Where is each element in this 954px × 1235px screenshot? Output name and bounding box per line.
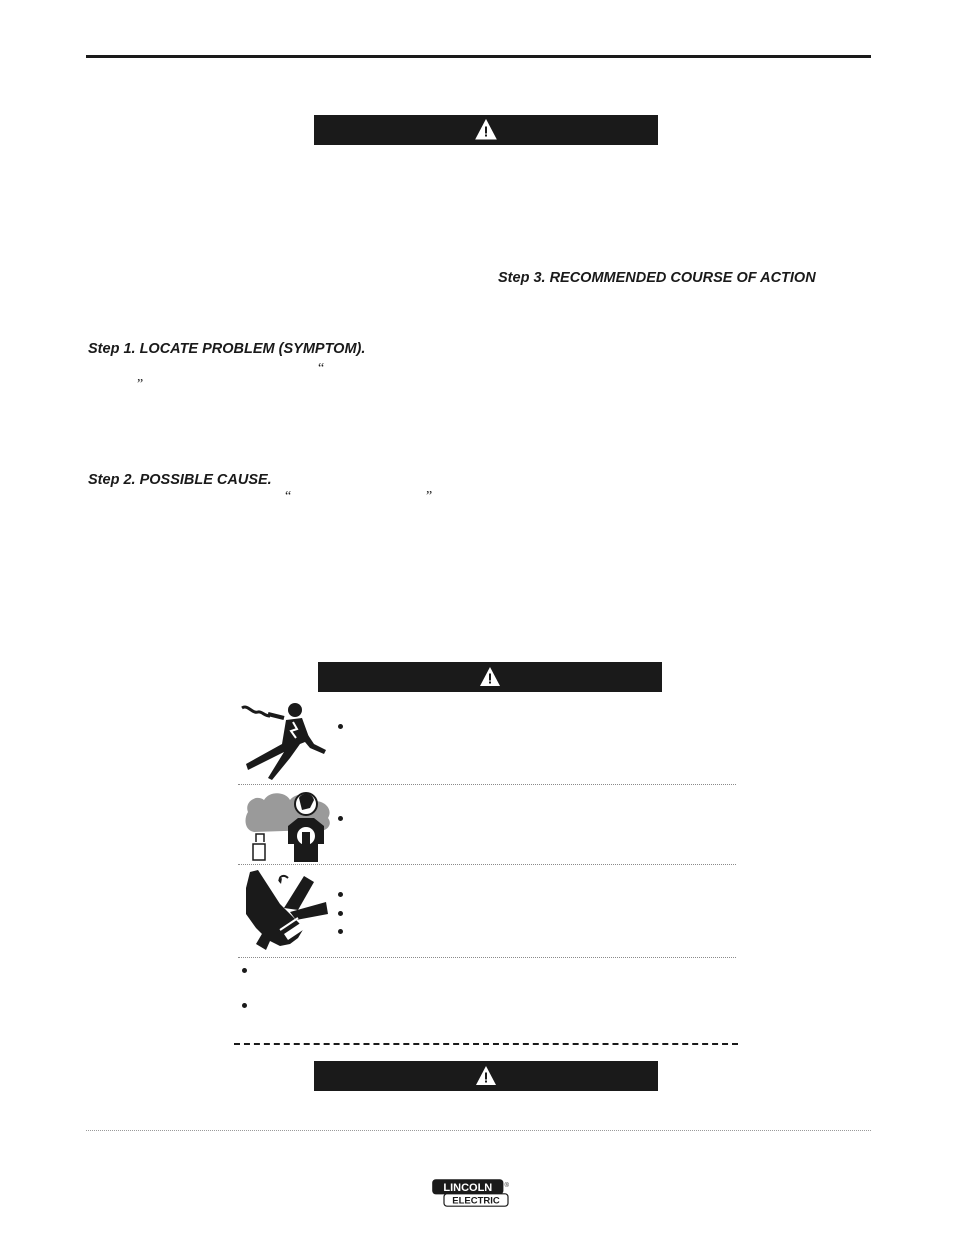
bullet <box>242 1003 247 1008</box>
step1-heading: Step 1. LOCATE PROBLEM (SYMPTOM). <box>88 341 366 357</box>
open-quote-mark: “ <box>285 489 292 504</box>
fumes-gases-icon <box>244 788 336 864</box>
step2-heading: Step 2. POSSIBLE CAUSE. <box>88 472 272 488</box>
step3-heading: Step 3. RECOMMENDED COURSE OF ACTION <box>498 270 816 286</box>
bullet <box>338 892 343 897</box>
divider <box>238 784 736 785</box>
warning-banner-top <box>314 115 658 145</box>
warning-triangle-icon <box>479 666 501 688</box>
divider <box>238 864 736 865</box>
bullet <box>338 929 343 934</box>
header-rule <box>86 55 871 58</box>
bullet <box>338 911 343 916</box>
lincoln-electric-logo <box>432 1179 512 1207</box>
warning-banner-bottom <box>314 1061 658 1091</box>
close-quote-mark: ” <box>137 377 144 392</box>
electric-shock-icon <box>240 700 330 782</box>
bullet <box>338 724 343 729</box>
section-separator <box>234 1043 738 1045</box>
logo-line1: LINCOLN <box>443 1181 493 1194</box>
open-quote-mark: “ <box>318 361 325 376</box>
bullet <box>338 816 343 821</box>
logo-line2: ELECTRIC <box>452 1195 500 1207</box>
bullet <box>242 968 247 973</box>
registered-mark: ® <box>504 1183 509 1189</box>
footer-rule <box>86 1130 871 1131</box>
warning-triangle-icon <box>475 1065 497 1087</box>
divider <box>238 957 736 958</box>
moving-parts-icon <box>244 868 330 954</box>
close-quote-mark: ” <box>426 489 433 504</box>
warning-banner-middle <box>318 662 662 692</box>
warning-triangle-icon <box>475 119 497 141</box>
